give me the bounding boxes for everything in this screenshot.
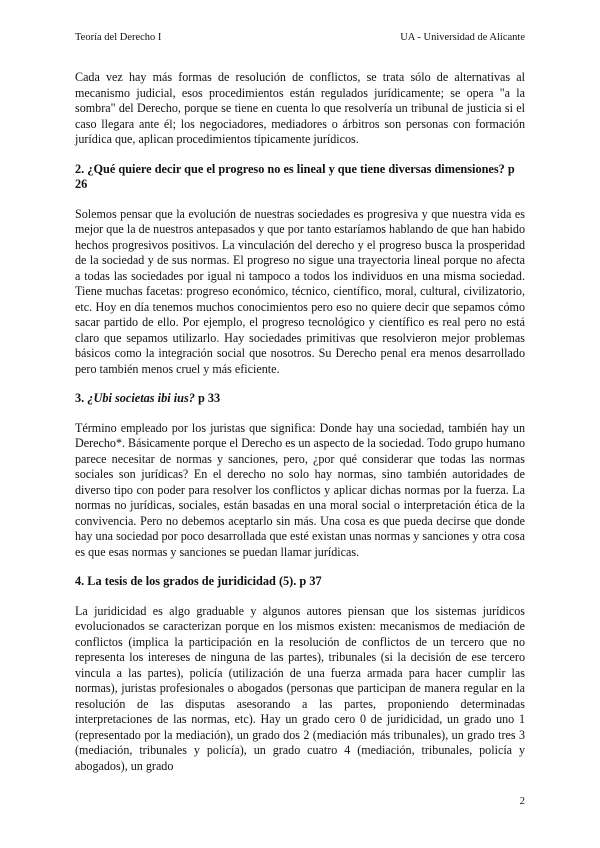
section-3-heading (75, 391, 525, 407)
section-3-page-ref: p 33 (194, 391, 221, 405)
intro-paragraph: Cada vez hay más formas de resolución de conflictos, se trata sólo de alternativas al mecanismo judicial, esos procedimientos están regulados jurídicamente; se opera "a la sombra" del Derecho, porque se tiene en cuenta lo que resolvería un tribunal de justicia si el caso llegara ante él; los negociadores, mediadores o árbitros son personas con formación jurídica que, aplican procedimientos típicamente jurídicos. (75, 70, 525, 146)
section-4-paragraph: La juridicidad es algo graduable y algunos autores piensan que los sistemas jurídicos evolucionados se caracterizan porque en los mismos existen: mecanismos de mediación de conflictos (implica la participación en la resolución de conflictos de un tercero que no representa los intereses de ninguna de las partes), tribunales (si la decisión de ese tercero vincula a las partes), policía (utilización de una fuerza armada para hacer cumplir las normas), juristas profesionales o abogados (personas que participan de manera regular en la resolución de las disputas asesorando a las partes, proponiendo determinadas interpretaciones de las normas, etc). Hay un grado cero 0 de juridicidad, un grado uno 1 (representado por la mediación), un grado dos 2 (mediación más tribunales), un grado tres 3 (mediación, tribunales y policía), un grado cuatro 4 (mediación, tribunales, policía y abogados), un grado (75, 603, 525, 773)
header-institution: UA - Universidad de Alicante (400, 32, 525, 43)
page-header (75, 31, 525, 44)
document-body (75, 70, 525, 774)
page-number: 2 (519, 796, 525, 807)
header-course-title: Teoría del Derecho I (75, 32, 162, 43)
section-3-paragraph: Término empleado por los juristas que significa: Donde hay una sociedad, también hay un Derecho*. Básicamente porque el Derecho es un aspecto de la sociedad. Todo grupo humano parece necesitar de normas y sanciones, pero, ¿por qué considerar que todas las normas sociales son jurídicas? En el derecho no solo hay normas, sino también autoridades de diverso tipo con poder para resolver los conflictos y aplicar dichas normas por la fuerza. La normas no jurídicas, sociales, están basadas en una moral social o interpretación ética de la convivencia. Pero no debemos aceptarlo sin más. Una cosa es que pueda decirse que donde hay una sociedad por poco desarrollada que esté existan unas normas y sanciones y otra cosa es que esas normas y sanciones se puedan llamar jurídicas. (75, 420, 525, 559)
section-4-heading: 4. La tesis de los grados de juridicidad (5). p 37 (75, 574, 322, 588)
section-2-heading: 2. ¿Qué quiere decir que el progreso no es lineal y que tiene diversas dimensiones? p 26 (75, 161, 515, 191)
section-3-latin-title: ¿Ubi societas ibi ius? (87, 391, 195, 405)
section-3-number: 3. (75, 391, 85, 405)
section-2-paragraph: Solemos pensar que la evolución de nuestras sociedades es progresiva y que nuestra vida es mejor que la de nuestros antepasados y que por tanto estaríamos hablando de que han habido hechos progresivos positivos. La vinculación del derecho y el progreso busca la prosperidad de la sociedad y de sus normas. El progreso no sigue una trayectoria lineal porque no afecta a todas las sociedades por igual ni tampoco a todos los individuos en una misma sociedad. Tiene muchas facetas: progreso económico, técnico, científico, moral, cultural, civilizatorio, etc. Hoy en día tenemos muchos conocimientos pero eso no quiere decir que sepamos cómo sacar partido de ello. Por ejemplo, el progreso tecnológico y científico es real pero no está claro que sepamos utilizarlo. Hay sociedades primitivas que resolvieron mejor problemas básicos como la integración social que nosotros. Su Derecho penal era menos desarrollado pero también menos cruel y más eficiente. (75, 206, 525, 376)
